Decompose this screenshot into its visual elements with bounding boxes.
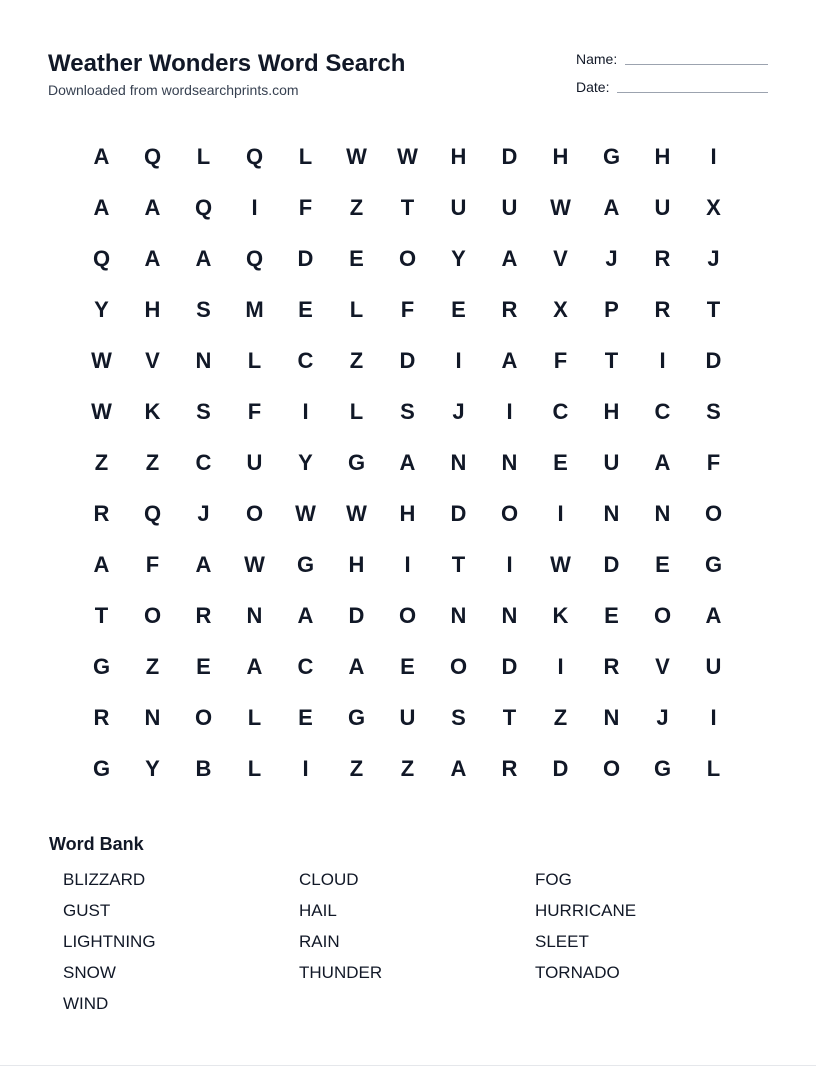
grid-letter[interactable]: Z [349, 347, 364, 373]
grid-letter[interactable]: A [93, 194, 110, 220]
grid-letter[interactable]: F [298, 194, 313, 220]
grid-letter[interactable]: T [400, 194, 415, 220]
word-bank-item: WIND [63, 994, 109, 1013]
letter-grid [76, 131, 740, 794]
grid-letter[interactable]: D [348, 602, 365, 628]
grid-letter[interactable]: Z [94, 449, 109, 475]
grid-letter[interactable]: Q [143, 143, 162, 169]
grid-letter[interactable]: A [705, 602, 722, 628]
grid-letter[interactable]: T [502, 704, 517, 730]
grid-letter[interactable]: G [347, 704, 366, 730]
grid-letter[interactable]: W [91, 347, 112, 373]
date-label: Date: [576, 79, 610, 95]
word-bank-item: HURRICANE [535, 901, 637, 920]
grid-letter[interactable]: U [399, 704, 416, 730]
grid-letter[interactable]: I [251, 194, 258, 220]
grid-letter[interactable]: W [91, 398, 112, 424]
grid-letter[interactable]: W [550, 194, 571, 220]
grid-letter[interactable]: O [194, 704, 213, 730]
name-label: Name: [576, 51, 618, 67]
grid-letter[interactable]: N [450, 602, 467, 628]
grid-letter[interactable]: G [347, 449, 366, 475]
grid-letter[interactable]: O [245, 500, 264, 526]
grid-letter[interactable]: U [603, 449, 620, 475]
grid-letter[interactable]: R [654, 245, 671, 271]
grid-letter[interactable]: L [349, 296, 364, 322]
grid-letter[interactable]: S [706, 398, 721, 424]
grid-letter[interactable]: L [247, 704, 262, 730]
grid-letter[interactable]: G [653, 755, 672, 781]
grid-letter[interactable]: N [603, 500, 620, 526]
grid-letter[interactable]: G [602, 143, 621, 169]
grid-letter[interactable]: C [297, 653, 314, 679]
grid-letter[interactable]: N [603, 704, 620, 730]
grid-letter[interactable]: K [144, 398, 161, 424]
grid-letter[interactable]: C [195, 449, 212, 475]
grid-letter[interactable]: Y [145, 755, 160, 781]
grid-letter[interactable]: O [704, 500, 723, 526]
grid-letter[interactable]: U [246, 449, 263, 475]
grid-letter[interactable]: U [705, 653, 722, 679]
grid-letter[interactable]: L [298, 143, 313, 169]
grid-letter[interactable]: N [501, 602, 518, 628]
word-bank-item: SNOW [63, 963, 116, 982]
grid-letter[interactable]: Z [145, 653, 160, 679]
grid-letter[interactable]: V [145, 347, 160, 373]
grid-letter[interactable]: O [398, 245, 417, 271]
grid-letter[interactable]: D [450, 500, 467, 526]
grid-letter[interactable]: G [92, 755, 111, 781]
grid-letter[interactable]: Z [349, 194, 364, 220]
date-line [617, 92, 768, 93]
grid-letter[interactable]: E [604, 602, 619, 628]
grid-letter[interactable]: H [144, 296, 161, 322]
grid-letter[interactable]: O [143, 602, 162, 628]
grid-letter[interactable]: A [654, 449, 671, 475]
grid-letter[interactable]: H [450, 143, 467, 169]
grid-letter[interactable]: D [399, 347, 416, 373]
grid-letter[interactable]: C [297, 347, 314, 373]
grid-letter[interactable]: S [196, 398, 211, 424]
grid-letter[interactable]: W [550, 551, 571, 577]
grid-letter[interactable]: Z [145, 449, 160, 475]
grid-letter[interactable]: T [604, 347, 619, 373]
grid-letter[interactable]: J [605, 245, 618, 271]
grid-letter[interactable]: I [710, 143, 717, 169]
grid-letter[interactable]: R [603, 653, 620, 679]
grid-letter[interactable]: A [144, 245, 161, 271]
grid-letter[interactable]: Q [143, 500, 162, 526]
page-title: Weather Wonders Word Search [48, 50, 406, 77]
grid-letter[interactable]: O [653, 602, 672, 628]
grid-letter[interactable]: N [144, 704, 161, 730]
grid-letter[interactable]: E [196, 653, 211, 679]
grid-letter[interactable]: I [557, 653, 564, 679]
word-bank-item: RAIN [299, 932, 340, 951]
grid-letter[interactable]: U [450, 194, 467, 220]
grid-letter[interactable]: F [145, 551, 160, 577]
grid-letter[interactable]: E [298, 296, 313, 322]
grid-letter[interactable]: Q [245, 245, 264, 271]
grid-letter[interactable]: W [397, 143, 418, 169]
grid-letter[interactable]: R [501, 755, 518, 781]
grid-letter[interactable]: G [296, 551, 315, 577]
grid-letter[interactable]: A [399, 449, 416, 475]
grid-letter[interactable]: T [451, 551, 466, 577]
grid-letter[interactable]: N [654, 500, 671, 526]
grid-letter[interactable]: F [247, 398, 262, 424]
grid-letter[interactable]: H [552, 143, 569, 169]
grid-letter[interactable]: D [603, 551, 620, 577]
grid-letter[interactable]: R [93, 500, 110, 526]
grid-letter[interactable]: Z [400, 755, 415, 781]
grid-letter[interactable]: G [704, 551, 723, 577]
date-field [576, 75, 768, 95]
grid-letter[interactable]: T [94, 602, 109, 628]
grid-letter[interactable]: A [348, 653, 365, 679]
grid-letter[interactable]: D [501, 653, 518, 679]
grid-letter[interactable]: C [552, 398, 569, 424]
grid-letter[interactable]: D [297, 245, 314, 271]
grid-letter[interactable]: G [92, 653, 111, 679]
grid-letter[interactable]: D [501, 143, 518, 169]
grid-letter[interactable]: T [706, 296, 721, 322]
grid-letter[interactable]: I [710, 704, 717, 730]
grid-letter[interactable]: A [603, 194, 620, 220]
grid-letter[interactable]: Z [349, 755, 364, 781]
grid-letter[interactable]: Y [298, 449, 313, 475]
grid-letter[interactable]: H [654, 143, 671, 169]
grid-letter[interactable]: E [553, 449, 568, 475]
grid-letter[interactable]: I [302, 755, 309, 781]
word-bank-item: SLEET [535, 932, 589, 951]
grid-letter[interactable]: E [298, 704, 313, 730]
grid-letter[interactable]: V [553, 245, 568, 271]
word-bank-item: GUST [63, 901, 111, 920]
grid-letter[interactable]: Y [94, 296, 109, 322]
name-field [576, 47, 768, 67]
grid-letter[interactable]: L [247, 347, 262, 373]
grid-letter[interactable]: N [450, 449, 467, 475]
grid-letter[interactable]: M [245, 296, 264, 322]
grid-letter[interactable]: R [195, 602, 212, 628]
grid-letter[interactable]: I [404, 551, 411, 577]
grid-letter[interactable]: R [93, 704, 110, 730]
grid-letter[interactable]: F [706, 449, 721, 475]
grid-letter[interactable]: A [297, 602, 314, 628]
grid-letter[interactable]: E [400, 653, 415, 679]
grid-letter[interactable]: W [244, 551, 265, 577]
grid-letter[interactable]: E [349, 245, 364, 271]
grid-letter[interactable]: L [196, 143, 211, 169]
grid-letter[interactable]: P [604, 296, 619, 322]
grid-letter[interactable]: E [451, 296, 466, 322]
word-bank-item: THUNDER [299, 963, 383, 982]
grid-letter[interactable]: F [553, 347, 568, 373]
grid-letter[interactable]: N [246, 602, 263, 628]
grid-letter[interactable]: A [450, 755, 467, 781]
word-bank-item: TORNADO [535, 963, 620, 982]
grid-letter[interactable]: O [500, 500, 519, 526]
word-bank-item: HAIL [299, 901, 337, 920]
grid-letter[interactable]: N [501, 449, 518, 475]
grid-letter[interactable]: O [398, 602, 417, 628]
grid-letter[interactable]: O [602, 755, 621, 781]
grid-letter[interactable]: A [501, 245, 518, 271]
grid-letter[interactable]: J [197, 500, 210, 526]
grid-letter[interactable]: Q [245, 143, 264, 169]
grid-letter[interactable]: K [552, 602, 569, 628]
word-bank-list [63, 869, 783, 1024]
grid-letter[interactable]: O [449, 653, 468, 679]
grid-letter[interactable]: A [93, 551, 110, 577]
grid-letter[interactable]: A [195, 551, 212, 577]
grid-letter[interactable]: U [501, 194, 518, 220]
word-bank-item: CLOUD [299, 870, 359, 889]
grid-letter[interactable]: I [302, 398, 309, 424]
grid-letter[interactable]: S [451, 704, 466, 730]
grid-letter[interactable]: F [400, 296, 415, 322]
grid-letter[interactable]: V [655, 653, 670, 679]
grid-letter[interactable]: R [501, 296, 518, 322]
grid-letter[interactable]: A [501, 347, 518, 373]
grid-letter[interactable]: A [195, 245, 212, 271]
word-bank-item: BLIZZARD [63, 870, 146, 889]
grid-letter[interactable]: L [706, 755, 721, 781]
grid-letter[interactable]: C [654, 398, 671, 424]
word-bank-title: Word Bank [49, 834, 144, 854]
grid-letter[interactable]: Q [194, 194, 213, 220]
grid-letter[interactable]: U [654, 194, 671, 220]
word-bank-item: LIGHTNING [63, 932, 156, 951]
grid-letter[interactable]: D [705, 347, 722, 373]
grid-letter[interactable]: H [348, 551, 365, 577]
footer-divider [0, 1065, 816, 1066]
grid-letter[interactable]: Q [92, 245, 111, 271]
grid-letter[interactable]: X [553, 296, 568, 322]
grid-letter[interactable]: L [247, 755, 262, 781]
grid-letter[interactable]: A [246, 653, 263, 679]
grid-letter[interactable]: J [452, 398, 465, 424]
grid-letter[interactable]: L [349, 398, 364, 424]
word-bank-item: FOG [535, 870, 572, 889]
grid-letter[interactable]: J [707, 245, 720, 271]
grid-letter[interactable]: X [706, 194, 721, 220]
grid-letter[interactable]: E [655, 551, 670, 577]
grid-letter[interactable]: I [506, 551, 513, 577]
grid-letter[interactable]: W [295, 500, 316, 526]
grid-letter[interactable]: A [144, 194, 161, 220]
grid-letter[interactable]: H [399, 500, 416, 526]
grid-letter[interactable]: N [195, 347, 212, 373]
grid-letter[interactable]: W [346, 500, 367, 526]
grid-letter[interactable]: H [603, 398, 620, 424]
grid-letter[interactable]: I [659, 347, 666, 373]
grid-letter[interactable]: S [196, 296, 211, 322]
grid-letter[interactable]: W [346, 143, 367, 169]
grid-letter[interactable]: A [93, 143, 110, 169]
grid-letter[interactable]: I [506, 398, 513, 424]
grid-letter[interactable]: D [552, 755, 569, 781]
grid-letter[interactable]: I [455, 347, 462, 373]
grid-letter[interactable]: B [195, 755, 212, 781]
page-subtitle: Downloaded from wordsearchprints.com [48, 82, 299, 98]
grid-letter[interactable]: S [400, 398, 415, 424]
name-line [625, 64, 768, 65]
grid-letter[interactable]: Y [451, 245, 466, 271]
grid-letter[interactable]: Z [553, 704, 568, 730]
grid-letter[interactable]: J [656, 704, 669, 730]
grid-letter[interactable]: R [654, 296, 671, 322]
grid-letter[interactable]: I [557, 500, 564, 526]
